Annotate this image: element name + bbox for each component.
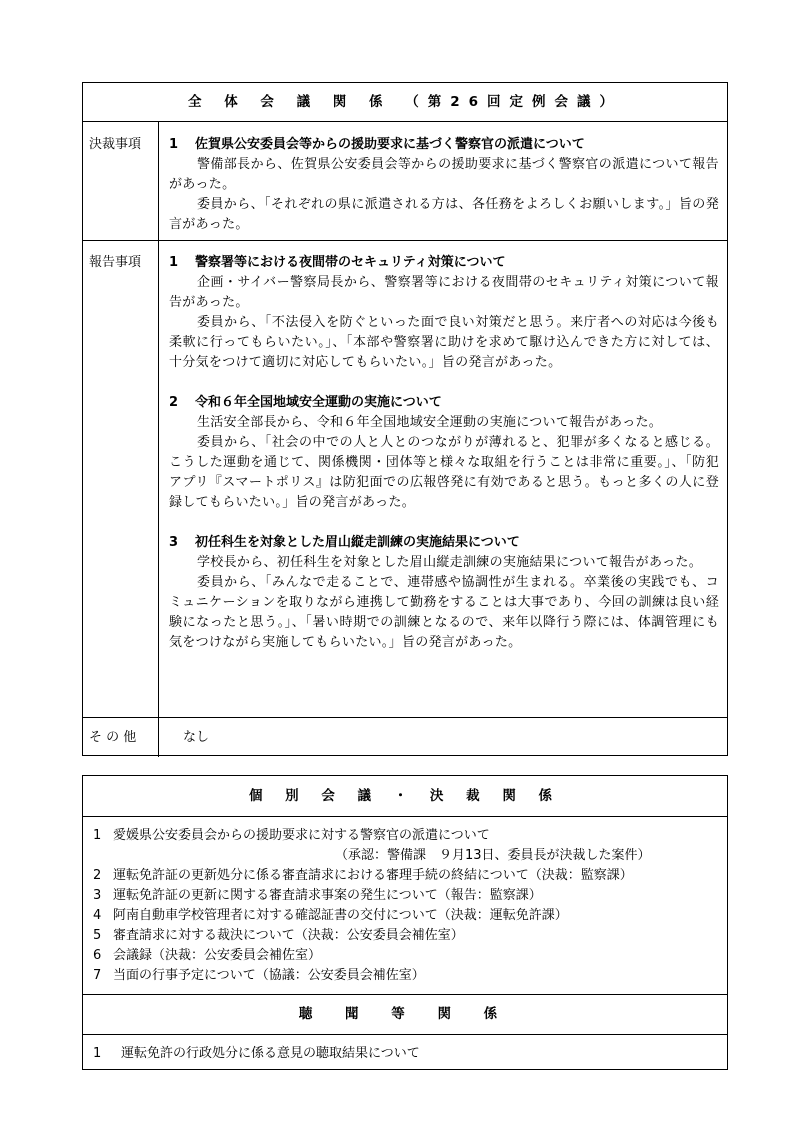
report-item-text: 委員から、「社会の中での人と人とのつながりが薄れると、犯罪が多くなると感じる。こうした運動を通じて、関係機関・団体等と様々な取組を行うことは非常に重要。」、「防犯アプリ『スマートポリス』は防犯面での広報啓発に有効であると思う。もっと多くの人に登録してもらいたい。」旨の発言があった。 [169,435,719,510]
other-text: なし [183,730,210,745]
decision-item-text: 委員から、「それぞれの県に派遣される方は、各任務をよろしくお願いします。」旨の発言があった。 [169,197,719,232]
individual-title: 個 別 会 議 ・ 決 裁 関 係 [248,788,562,804]
divider [83,816,727,817]
decision-label: 決裁事項 [89,137,142,152]
decision-item-title: 1 佐賀県公安委員会等からの援助要求に基づく警察官の派遣について [169,137,585,152]
report-item-text: 企画・サイバー警察局長から、警察署等における夜間帯のセキュリティ対策について報告があった。 [169,275,719,310]
list-item: 1 愛媛県公安委員会からの援助要求に対する警察官の派遣について [93,828,490,843]
list-item: 4 阿南自動車学校管理者に対する確認証書の交付について（決裁：運転免許課） [93,908,568,923]
column-divider [158,121,159,757]
divider [83,121,727,122]
report-item-text: 生活安全部長から、令和６年全国地域安全運動の実施について報告があった。 [197,415,663,430]
other-label: そ の 他 [89,730,137,745]
report-item-title: 2 令和６年全国地域安全運動の実施について [169,395,442,410]
divider [83,240,727,241]
list-item: 3 運転免許証の更新に関する審査請求事案の発生について（報告：監察課） [93,888,542,903]
list-item: 1 運転免許の行政処分に係る意見の聴取結果について [93,1046,420,1061]
divider [83,994,727,995]
report-item-title: 1 警察署等における夜間帯のセキュリティ対策について [169,255,506,270]
divider [83,717,727,718]
plenary-section [82,82,728,756]
list-item: 7 当面の行事予定について（協議：公安委員会補佐室） [93,968,425,983]
plenary-title: 全 体 会 議 関 係 （第26回定例会議） [188,94,622,110]
report-item-text: 委員から、「不法侵入を防ぐといった面で良い対策だと思う。来庁者への対応は今後も柔軟に行ってもらいたい。」、「本部や警察署に助けを求めて駆け込んできた方に対しては、十分気をつけて適切に対応してもらいたい。」旨の発言があった。 [169,315,719,370]
report-item-title: 3 初任科生を対象とした眉山縦走訓練の実施結果について [169,535,520,550]
decision-content [169,135,719,235]
hearing-title: 聴 聞 等 関 係 [298,1006,512,1022]
individual-section [82,775,728,1070]
report-content [169,253,719,653]
list-item-note: （承認：警備課 ９月13日、委員長が決裁した案件） [335,848,651,863]
decision-item-text: 警備部長から、佐賀県公安委員会等からの援助要求に基づく警察官の派遣について報告があった。 [169,157,719,192]
report-label: 報告事項 [89,255,142,270]
list-item: 6 会議録（決裁：公安委員会補佐室） [93,948,322,963]
list-item: 2 運転免許証の更新処分に係る審査請求における審理手続の終結について（決裁：監察課） [93,868,633,883]
report-item-text: 学校長から、初任科生を対象とした眉山縦走訓練の実施結果について報告があった。 [197,555,703,570]
individual-list [93,826,723,986]
list-item: 5 審査請求に対する裁決について（決裁：公安委員会補佐室） [93,928,464,943]
divider [83,1034,727,1035]
hearing-list [93,1044,723,1064]
report-item-text: 委員から、「みんなで走ることで、連帯感や協調性が生まれる。卒業後の実践でも、コミュニケーションを取りながら連携して勤務をすることは大事であり、今回の訓練は良い経験になったと思う。」、「暑い時期での訓練となるので、来年以降行う際には、体調管理にも気をつけながら実施してもらいたい。」旨の発言があった。 [169,575,719,650]
